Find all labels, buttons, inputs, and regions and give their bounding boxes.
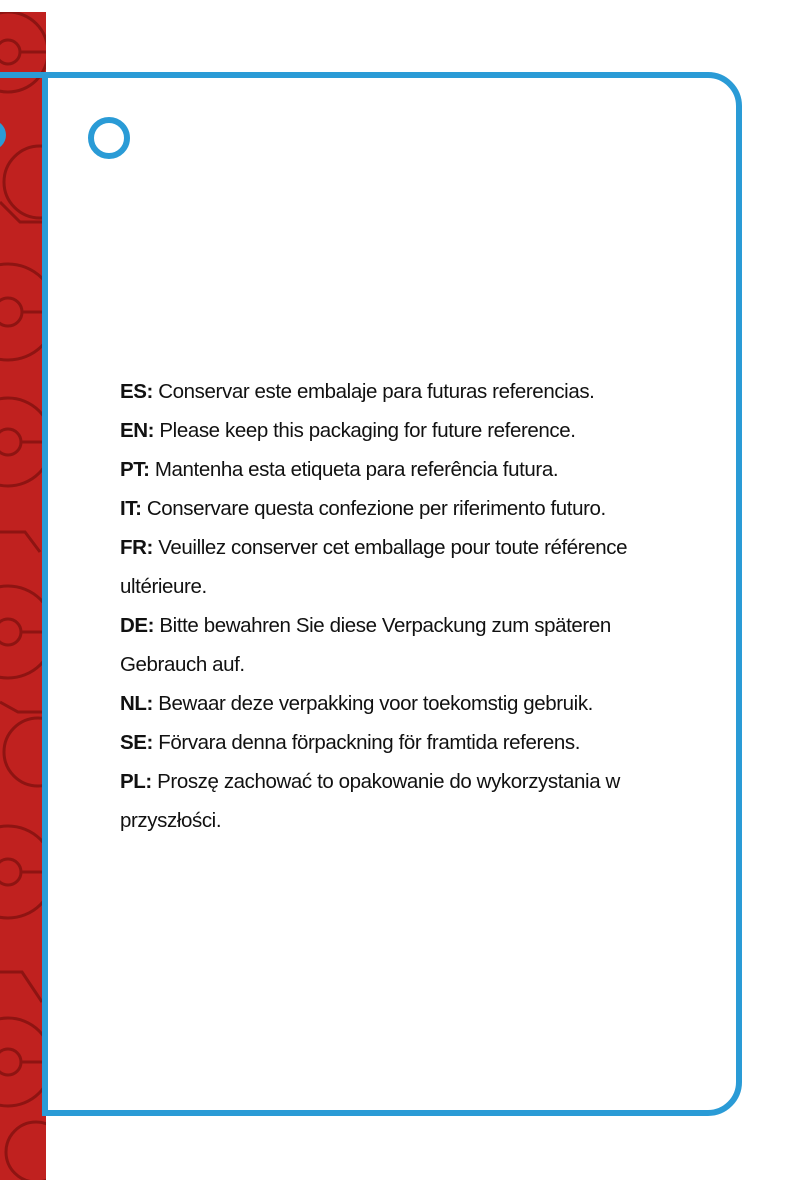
language-code: NL: xyxy=(120,692,153,715)
notice-line-pl xyxy=(120,762,700,801)
red-pattern-strip xyxy=(0,12,46,1180)
notice-line-es xyxy=(120,372,700,411)
language-code: PT: xyxy=(120,458,150,481)
notice-text: Proszę zachować to opakowanie do wykorzystania w xyxy=(151,770,620,793)
notice-line-fr-continued: ultérieure. xyxy=(120,575,207,598)
notice-line-fr xyxy=(120,528,700,567)
language-code: EN: xyxy=(120,419,155,442)
language-code: IT: xyxy=(120,497,142,520)
language-code: SE: xyxy=(120,731,153,754)
notice-line-nl xyxy=(120,684,700,723)
notice-text: Conservare questa confezione per riferimento futuro. xyxy=(141,497,606,520)
notice-text: Bewaar deze verpakking voor toekomstig gebruik. xyxy=(152,692,593,715)
notice-text: Please keep this packaging for future reference. xyxy=(154,419,576,442)
notice-line-pl-continued: przyszłości. xyxy=(120,809,222,832)
notice-line-it xyxy=(120,489,700,528)
notice-text: Bitte bewahren Sie diese Verpackung zum späteren xyxy=(154,614,611,637)
multilingual-notice xyxy=(120,372,700,840)
language-code: PL: xyxy=(120,770,152,793)
language-code: DE: xyxy=(120,614,155,637)
language-code: ES: xyxy=(120,380,153,403)
notice-text: Förvara denna förpackning för framtida referens. xyxy=(152,731,581,754)
top-accent-line xyxy=(0,72,48,78)
notice-text: Mantenha esta etiqueta para referência futura. xyxy=(149,458,559,481)
notice-line-en xyxy=(120,411,700,450)
notice-text: Conservar este embalaje para futuras referencias. xyxy=(152,380,595,403)
notice-text: Veuillez conserver cet emballage pour toute référence xyxy=(152,536,628,559)
notice-line-pt xyxy=(120,450,700,489)
notice-line-de xyxy=(120,606,700,645)
circle-hole-icon xyxy=(88,117,130,159)
language-code: FR: xyxy=(120,536,153,559)
notice-line-se xyxy=(120,723,700,762)
notice-line-de-continued: Gebrauch auf. xyxy=(120,653,245,676)
pokeball-pattern xyxy=(0,12,46,1180)
